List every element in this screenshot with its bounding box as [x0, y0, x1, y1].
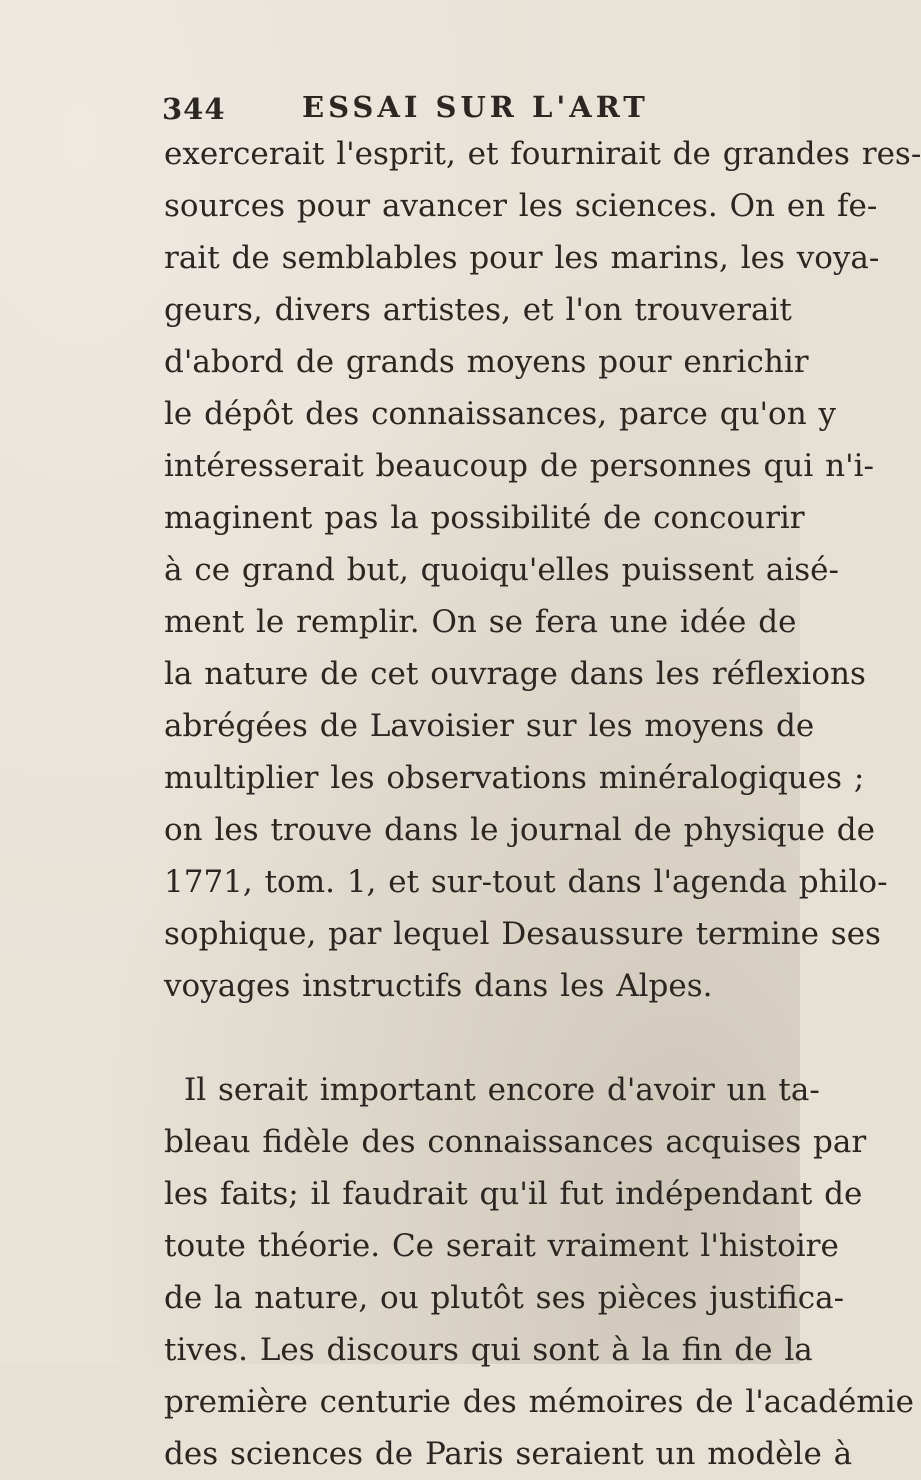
text-line: Il serait important encore d'avoir un ta- [184, 1072, 820, 1108]
text-line: première centurie des mémoires de l'académie [164, 1384, 914, 1420]
text-line: bleau fidèle des connaissances acquises par [164, 1124, 867, 1160]
text-line: on les trouve dans le journal de physique de [164, 812, 875, 848]
page-number: 344 [162, 92, 226, 126]
body-text [164, 128, 921, 1480]
text-line: intéresserait beaucoup de personnes qui n'i- [164, 448, 874, 484]
text-line: geurs, divers artistes, et l'on trouverait [164, 292, 792, 328]
running-title: ESSAI SUR L'ART [302, 90, 649, 124]
text-line: maginent pas la possibilité de concourir [164, 500, 805, 536]
text-line: des sciences de Paris seraient un modèle à [164, 1436, 853, 1472]
paragraph-1 [164, 128, 921, 1012]
text-line: ment le remplir. On se fera une idée de [164, 604, 797, 640]
paragraph-2 [164, 1064, 914, 1480]
text-line: tives. Les discours qui sont à la fin de la [164, 1332, 813, 1368]
text-line: la nature de cet ouvrage dans les réflexions [164, 656, 866, 692]
running-head [162, 92, 722, 132]
text-line: exercerait l'esprit, et fournirait de grandes res- [164, 136, 921, 172]
text-line: abrégées de Lavoisier sur les moyens de [164, 708, 815, 744]
text-line: voyages instructifs dans les Alpes. [164, 968, 713, 1004]
paragraph-gap [164, 1012, 776, 1064]
text-line: rait de semblables pour les marins, les voya- [164, 240, 880, 276]
text-line: sources pour avancer les sciences. On en fe- [164, 188, 878, 224]
text-line: à ce grand but, quoiqu'elles puissent aisé- [164, 552, 839, 588]
text-line: le dépôt des connaissances, parce qu'on y [164, 396, 837, 432]
text-line: 1771, tom. 1, et sur-tout dans l'agenda philo- [164, 864, 888, 900]
text-line: d'abord de grands moyens pour enrichir [164, 344, 809, 380]
text-line: de la nature, ou plutôt ses pièces justifica- [164, 1280, 845, 1316]
text-line: sophique, par lequel Desaussure termine ses [164, 916, 881, 952]
text-line: multiplier les observations minéralogiques ; [164, 760, 865, 796]
text-line: toute théorie. Ce serait vraiment l'histoire [164, 1228, 839, 1264]
text-line: les faits; il faudrait qu'il fut indépendant de [164, 1176, 863, 1212]
